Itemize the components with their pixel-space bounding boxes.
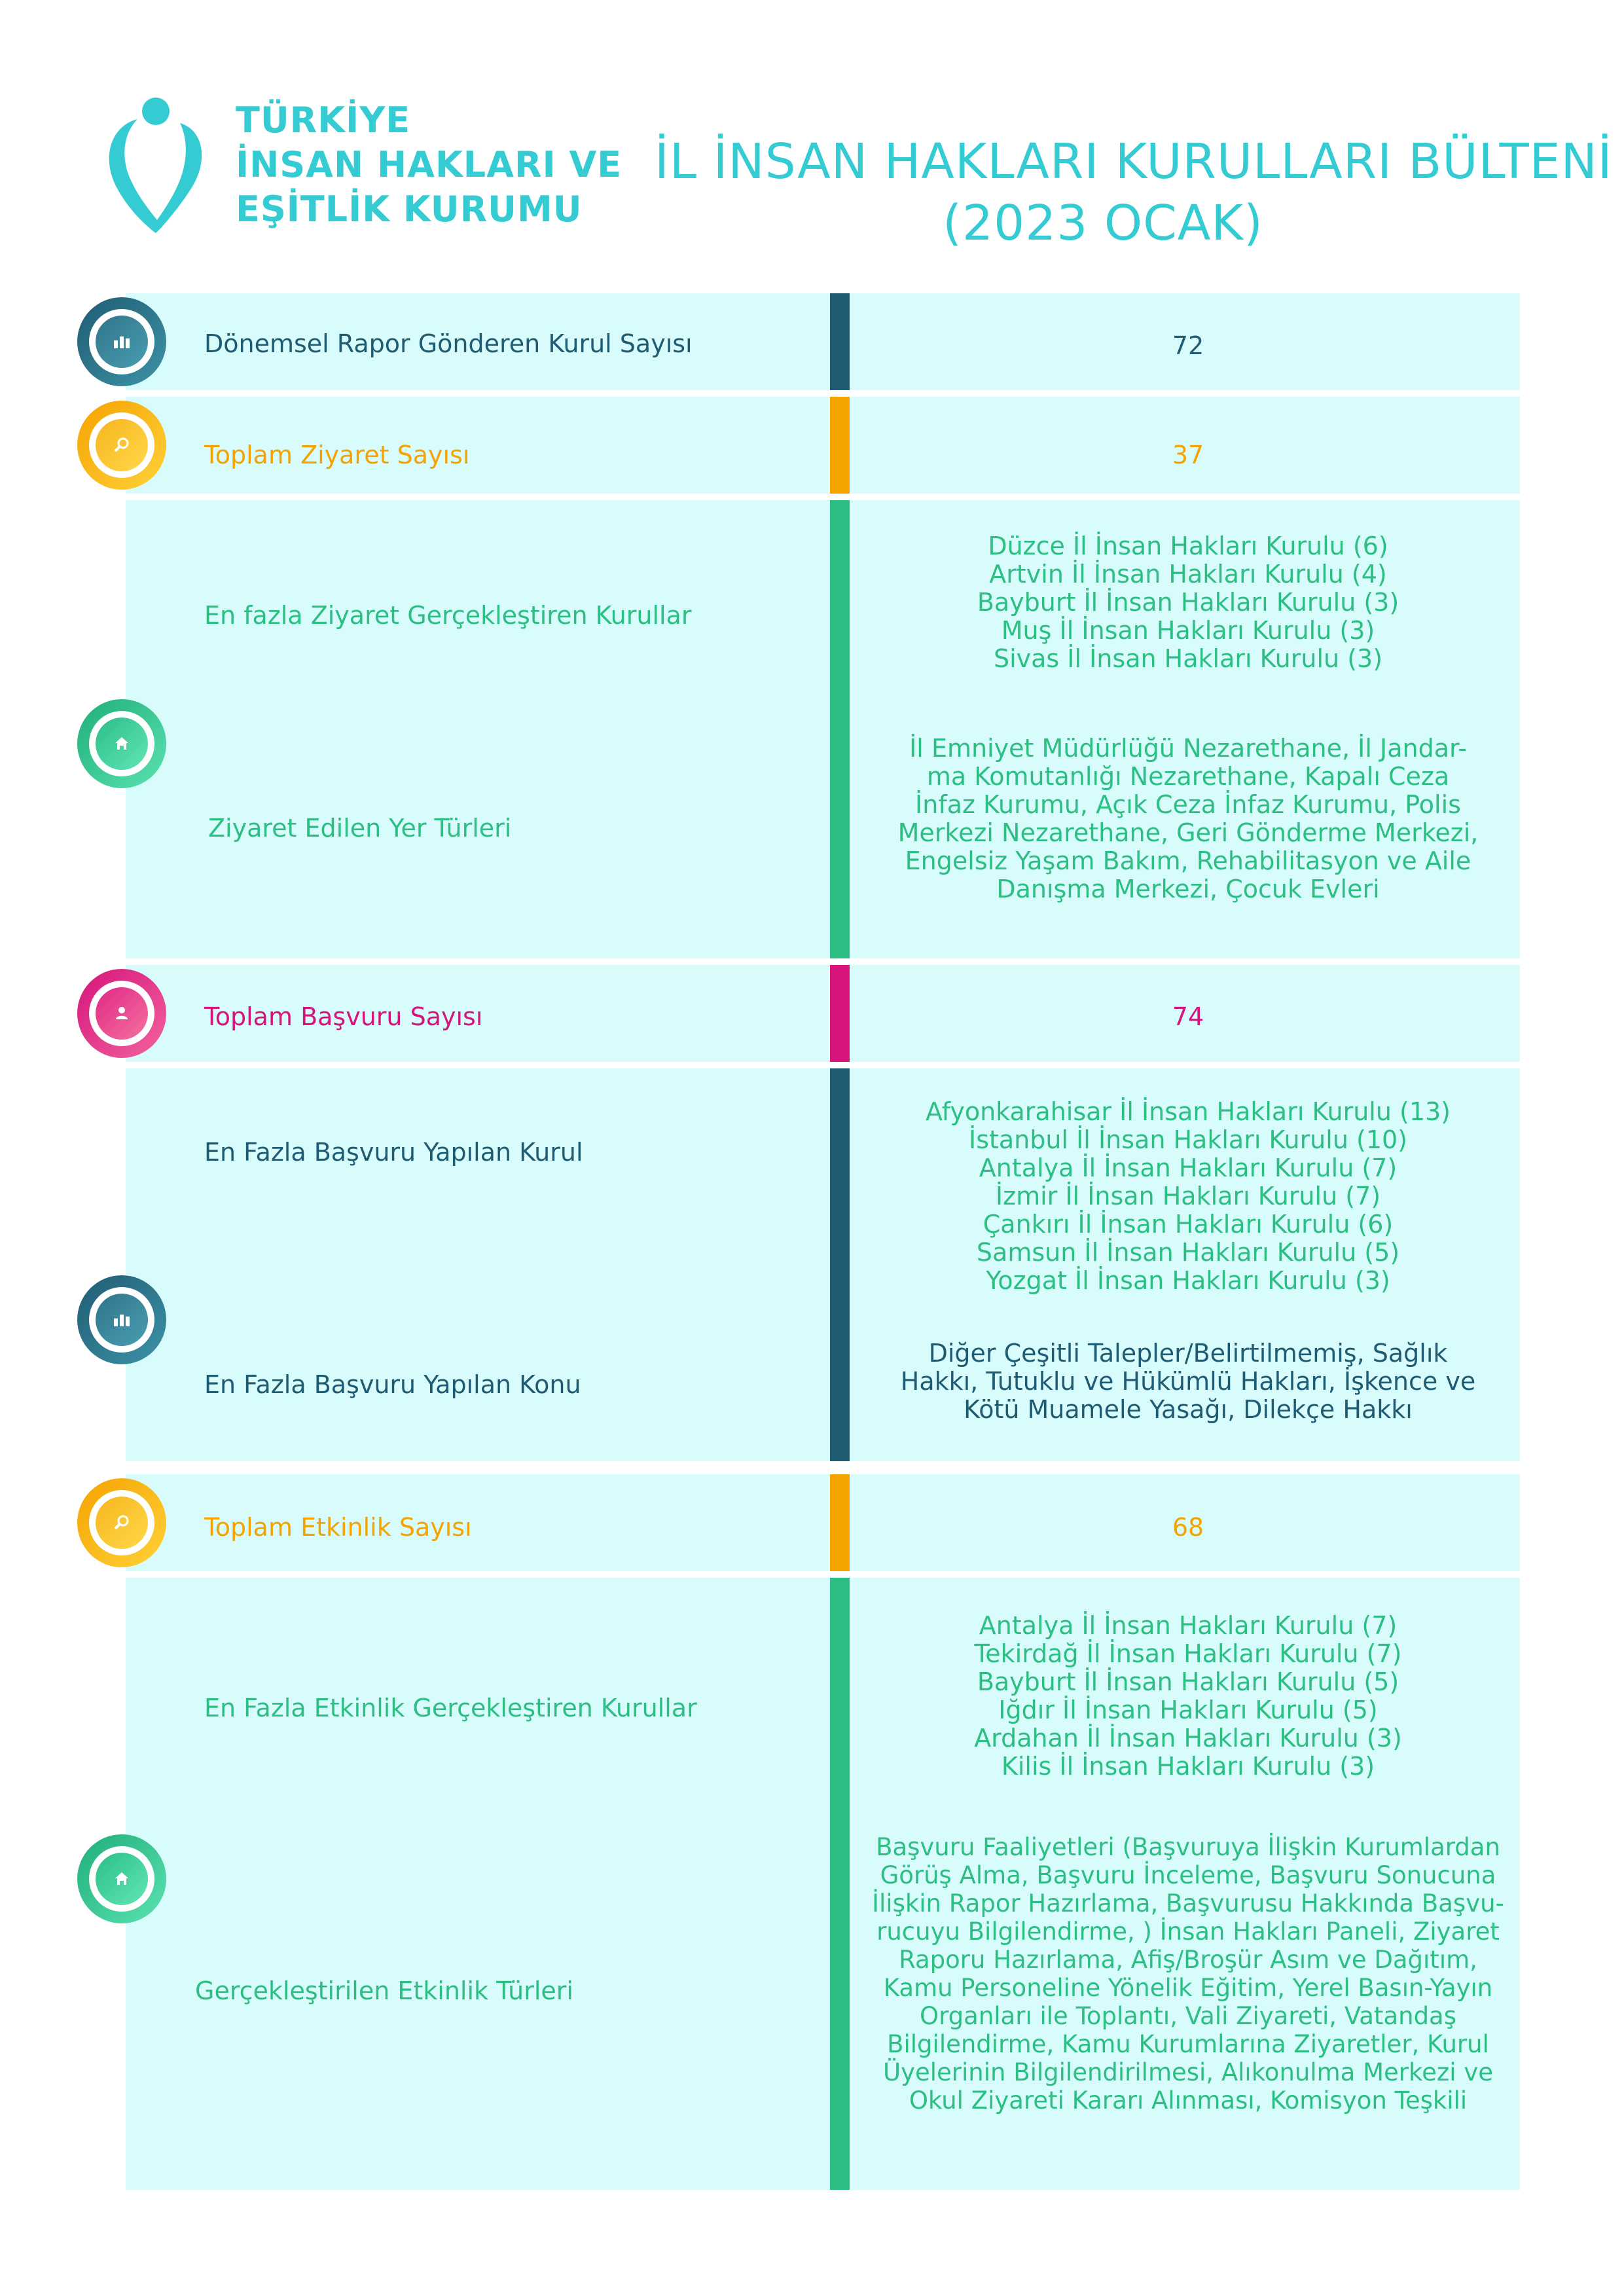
list-item: Antalya İl İnsan Hakları Kurulu (7): [979, 1611, 1398, 1640]
bar-chart-icon: [109, 1307, 135, 1333]
top-event-boards-list: [857, 1612, 1519, 1781]
top-event-boards-label: En Fazla Etkinlik Gerçekleştiren Kurullar: [204, 1694, 697, 1722]
application-count-value: 74: [1172, 1002, 1204, 1031]
list-item: İstanbul İl İnsan Hakları Kurulu (10): [968, 1125, 1407, 1154]
application-count-label: Toplam Başvuru Sayısı: [204, 1002, 483, 1031]
org-name-line-1: TÜRKİYE: [236, 100, 411, 141]
list-item: Muş İl İnsan Hakları Kurulu (3): [1001, 616, 1375, 645]
event-count-badge: [77, 1478, 166, 1567]
list-item: Çankırı İl İnsan Hakları Kurulu (6): [983, 1210, 1394, 1239]
org-name-line-2: İNSAN HAKLARI VE: [236, 144, 623, 185]
home-icon: [109, 1866, 135, 1892]
report-count-divider: [830, 293, 850, 390]
application-detail-badge: [77, 1275, 166, 1364]
search-icon: [109, 1510, 135, 1536]
list-item: Ardahan İl İnsan Hakları Kurulu (3): [974, 1724, 1402, 1753]
list-item: İzmir İl İnsan Hakları Kurulu (7): [995, 1182, 1381, 1210]
event-count-divider: [830, 1474, 850, 1571]
application-detail-divider: [830, 1068, 850, 1461]
top-application-boards-list: [857, 1098, 1519, 1295]
event-count-label: Toplam Etkinlik Sayısı: [204, 1513, 472, 1542]
application-count-divider: [830, 965, 850, 1062]
top-application-topics-label: En Fazla Başvuru Yapılan Konu: [204, 1370, 581, 1399]
home-icon: [109, 731, 135, 757]
bar-chart-icon: [109, 329, 135, 355]
list-item: Artvin İl İnsan Hakları Kurulu (4): [989, 560, 1387, 589]
list-item: Düzce İl İnsan Hakları Kurulu (6): [988, 532, 1388, 560]
bulletin-title-line-2: (2023 OCAK): [943, 195, 1263, 251]
visited-place-types-label: Ziyaret Edilen Yer Türleri: [208, 814, 512, 843]
visit-detail-badge: [77, 699, 166, 788]
event-types-label: Gerçekleştirilen Etkinlik Türleri: [195, 1976, 573, 2005]
event-types-text: Başvuru Faaliyetleri (Başvuruya İlişkin Kurumlardan Görüş Alma, Başvuru İnceleme, Başvuru Sonucuna İlişkin Rapor Hazırlama, Başvurusu Hakkında Başvu- rucuyu Bilgilendirme, ) İnsan Hakları Paneli, Ziyaret Raporu Hazırlama, Afiş/Broşür Asım ve Dağıtım, Kamu Personeline Yönelik Eğitim, Yerel Basın-Yayın Organları ile Toplantı, Vali Ziyareti, Vatandaş Bilgilendirme, Kamu Kurumlarına Ziyaretler, Kurul Üyelerinin Bilgilendirilmesi, Alıkonulma Merkezi ve Okul Ziyareti Kararı Alınması, Komisyon Teşkili: [872, 1833, 1504, 2115]
organization-logo-icon: [98, 97, 229, 238]
organization-name: [236, 98, 622, 232]
application-count-badge: [77, 969, 166, 1058]
list-item: Yozgat İl İnsan Hakları Kurulu (3): [986, 1266, 1390, 1295]
list-item: Iğdır İl İnsan Hakları Kurulu (5): [998, 1696, 1378, 1724]
list-item: Antalya İl İnsan Hakları Kurulu (7): [979, 1154, 1398, 1182]
list-item: Bayburt İl İnsan Hakları Kurulu (3): [977, 588, 1399, 617]
top-visit-boards-list: [857, 532, 1519, 673]
list-item: Kilis İl İnsan Hakları Kurulu (3): [1001, 1752, 1375, 1781]
report-count-label: Dönemsel Rapor Gönderen Kurul Sayısı: [204, 329, 693, 358]
search-icon: [109, 432, 135, 458]
top-application-boards-label: En Fazla Başvuru Yapılan Kurul: [204, 1138, 583, 1167]
report-count-badge: [77, 297, 166, 386]
bulletin-title-line-1: İL İNSAN HAKLARI KURULLARI BÜLTENİ: [655, 134, 1613, 190]
event-detail-divider: [830, 1578, 850, 2190]
visit-count-value: 37: [1172, 441, 1204, 469]
list-item: Tekirdağ İl İnsan Hakları Kurulu (7): [974, 1639, 1402, 1668]
top-visit-boards-label: En fazla Ziyaret Gerçekleştiren Kurullar: [204, 601, 692, 630]
top-application-topics-text: Diğer Çeşitli Talepler/Belirtilmemiş, Sağlık Hakkı, Tutuklu ve Hükümlü Hakları, İşkence ve Kötü Muamele Yasağı, Dilekçe Hakkı: [900, 1339, 1476, 1424]
org-name-line-3: EŞİTLİK KURUMU: [236, 189, 583, 230]
list-item: Sivas İl İnsan Hakları Kurulu (3): [993, 644, 1383, 673]
list-item: Samsun İl İnsan Hakları Kurulu (5): [976, 1238, 1400, 1267]
report-count-value: 72: [1172, 331, 1204, 360]
visit-detail-divider: [830, 500, 850, 958]
visit-count-label: Toplam Ziyaret Sayısı: [204, 441, 470, 469]
bulletin-title: [655, 131, 1613, 254]
visit-count-divider: [830, 397, 850, 494]
list-item: Afyonkarahisar İl İnsan Hakları Kurulu (13): [925, 1097, 1451, 1126]
visit-count-badge: [77, 401, 166, 490]
event-count-value: 68: [1172, 1513, 1204, 1542]
visited-place-types-text: İl Emniyet Müdürlüğü Nezarethane, İl Jandar- ma Komutanlığı Nezarethane, Kapalı Ceza İnfaz Kurumu, Açık Ceza İnfaz Kurumu, Polis Merkezi Nezarethane, Geri Gönderme Merkezi, Engelsiz Yaşam Bakım, Rehabilitasyon ve Aile Danışma Merkezi, Çocuk Evleri: [897, 734, 1479, 903]
event-detail-badge: [77, 1834, 166, 1923]
person-icon: [109, 1000, 135, 1027]
list-item: Bayburt İl İnsan Hakları Kurulu (5): [977, 1667, 1399, 1696]
